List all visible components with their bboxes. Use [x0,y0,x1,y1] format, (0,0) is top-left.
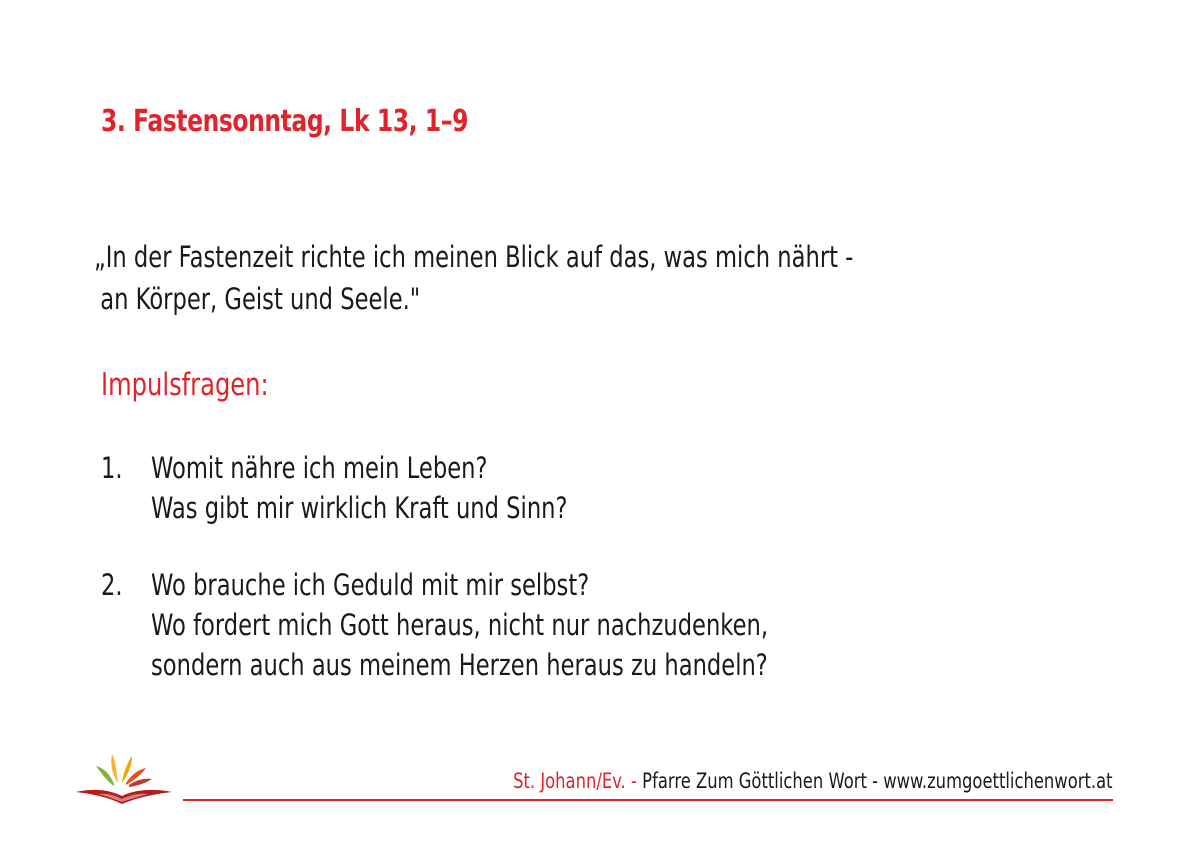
quote-line-2: an Körper, Geist und Seele." [100,282,421,316]
question-item-2 [101,565,942,685]
question-line: sondern auch aus meinem Herzen heraus zu handeln? [151,648,768,682]
footer-divider [183,799,1113,801]
book-leaves-logo-icon [74,752,174,812]
quote-line-1: „In der Fastenzeit richte ich meinen Blick auf das, was mich nährt - [94,240,854,274]
question-line: Wo fordert mich Gott heraus, nicht nur nachzudenken, [151,608,769,642]
question-text [151,448,768,528]
question-text [151,565,768,685]
question-line: Wo brauche ich Geduld mit mir selbst? [151,568,590,602]
quote-block [94,236,853,320]
impulse-heading: Impulsfragen: [101,367,269,403]
footer-place: St. Johann/Ev. - [513,769,638,793]
footer-parish: Pfarre Zum Göttlichen Wort - www.zumgoettlichenwort.at [642,769,1113,793]
question-item-1 [101,448,942,528]
question-line: Womit nähre ich mein Leben? [151,451,488,485]
page-title: 3. Fastensonntag, Lk 13, 1–9 [101,104,469,139]
question-line: Was gibt mir wirklich Kraft und Sinn? [151,491,568,525]
question-number: 1. [101,451,123,485]
footer-text [514,769,1113,793]
question-list [101,448,942,722]
question-number: 2. [101,568,123,602]
